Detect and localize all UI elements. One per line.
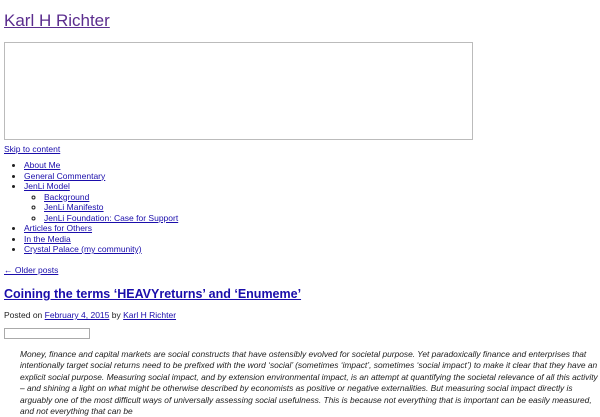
- menu-link-about-me[interactable]: About Me: [24, 160, 61, 170]
- header-image: [4, 42, 473, 140]
- post-author-link[interactable]: Karl H Richter: [123, 310, 177, 320]
- post-title-link[interactable]: Coining the terms ‘HEAVYreturns’ and ‘Enumeme’: [4, 287, 302, 301]
- post-date-link[interactable]: February 4, 2015: [44, 310, 110, 320]
- share-widget-placeholder[interactable]: [4, 328, 90, 339]
- site-title-link[interactable]: Karl H Richter: [4, 11, 110, 30]
- post-excerpt: Money, finance and capital markets are social constructs that have ostensibly evolved for societal purpose. Yet paradoxically finance and enterprises that intentionally target social returns need to be prefixed with the word ‘social’ (sometimes ‘impact’, sometimes ‘social impact’) to make it clear that they have an explicit social purpose. Measuring social impact, and by extension environmental impact, is an attempt at quantifying the societal relevance of all this activity – and shining a light on what might be otherwise described by economists as positive or negative externalities. But measuring social impact directly is arguably one of the most difficult ways of universally assessing social usefulness. This is because not everything that is important can be easily measured, and not everything that can be: [20, 349, 598, 417]
- older-posts-link[interactable]: ← Older posts: [4, 265, 59, 275]
- submenu-link-jenli-foundation[interactable]: JenLi Foundation: Case for Support: [44, 212, 179, 223]
- menu-link-jenli-model[interactable]: JenLi Model: [24, 181, 70, 191]
- menu-item-articles-for-others: [24, 223, 178, 234]
- submenu-item-jenli-foundation: [44, 213, 178, 224]
- menu-link-in-the-media[interactable]: In the Media: [24, 233, 71, 244]
- submenu-item-background: [44, 192, 178, 203]
- post-meta: [4, 310, 176, 321]
- menu-item-about-me: [24, 160, 178, 171]
- menu-item-jenli-model: [24, 181, 178, 223]
- site-title: [4, 10, 110, 32]
- menu-link-articles-for-others[interactable]: Articles for Others: [24, 223, 93, 233]
- post-title: [4, 286, 301, 302]
- submenu-item-jenli-manifesto: [44, 202, 178, 213]
- skip-to-content-link[interactable]: Skip to content: [4, 144, 61, 154]
- by-label: by: [111, 310, 121, 320]
- menu-item-crystal-palace: [24, 244, 178, 255]
- submenu-link-jenli-manifesto[interactable]: JenLi Manifesto: [44, 202, 104, 212]
- main-menu: [4, 160, 178, 255]
- menu-item-in-the-media: [24, 234, 178, 245]
- menu-link-crystal-palace[interactable]: Crystal Palace (my community): [24, 244, 142, 254]
- menu-item-general-commentary: [24, 171, 178, 182]
- posted-on-label: Posted on: [4, 310, 43, 320]
- menu-link-general-commentary[interactable]: General Commentary: [24, 170, 106, 181]
- submenu-link-background[interactable]: Background: [44, 191, 90, 202]
- jenli-submenu: [24, 192, 178, 224]
